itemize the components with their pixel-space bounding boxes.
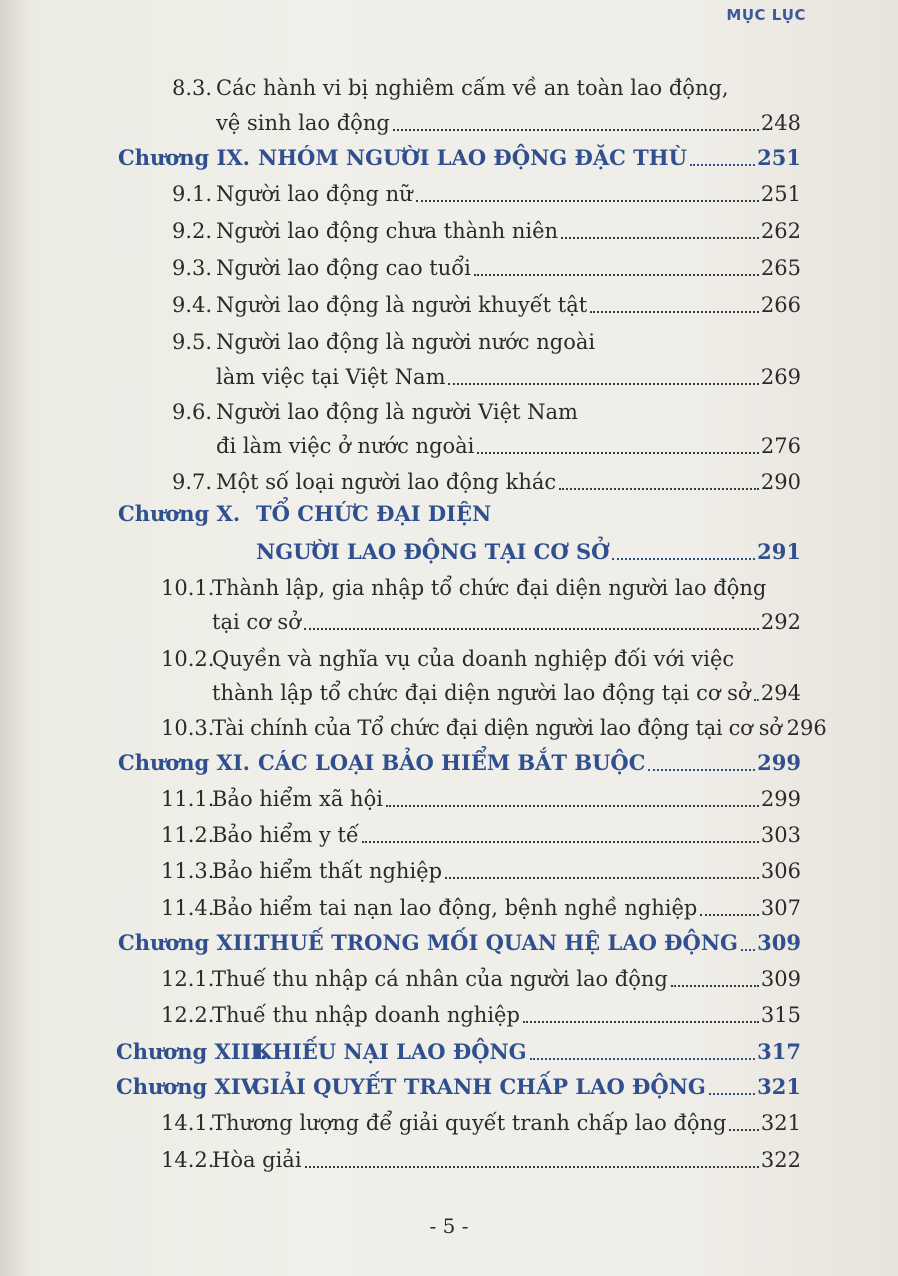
toc-entry-10-1-line2 bbox=[212, 606, 801, 636]
entry-number: 14.2. bbox=[161, 1148, 215, 1172]
entry-title: Một số loại người lao động khác bbox=[216, 470, 557, 494]
entry-title: Hòa giải bbox=[212, 1148, 302, 1172]
toc-entry-9-2 bbox=[172, 215, 801, 245]
toc-chapter-ix bbox=[118, 142, 801, 172]
entry-number: 12.2. bbox=[161, 1003, 215, 1027]
toc-entry-8-3-line2 bbox=[216, 107, 801, 137]
chapter-title: THUẾ TRONG MỐI QUAN HỆ LAO ĐỘNG bbox=[254, 930, 738, 955]
running-header: MỤC LỤC bbox=[726, 6, 806, 24]
dot-leader bbox=[671, 983, 759, 987]
page-number: 321 bbox=[757, 1074, 801, 1099]
entry-number: 12.1. bbox=[161, 967, 215, 991]
entry-title: đi làm việc ở nước ngoài bbox=[216, 434, 475, 458]
page-number: 306 bbox=[760, 859, 801, 883]
toc-entry-10-2-line2 bbox=[212, 677, 801, 707]
page-number: 276 bbox=[760, 434, 801, 458]
toc-chapter-xi bbox=[118, 747, 801, 777]
entry-number: 14.1. bbox=[161, 1111, 215, 1135]
entry-number: 10.1. bbox=[161, 576, 215, 600]
toc-entry-9-5-line1 bbox=[172, 326, 596, 356]
entry-title: Thương lượng để giải quyết tranh chấp lao động bbox=[212, 1111, 727, 1135]
toc-entry-14-1 bbox=[161, 1107, 801, 1137]
dot-leader bbox=[362, 839, 759, 843]
dot-leader bbox=[709, 1091, 755, 1095]
entry-title: vệ sinh lao động bbox=[216, 111, 390, 135]
entry-number: 11.4. bbox=[161, 896, 215, 920]
entry-title: Bảo hiểm thất nghiệp bbox=[212, 859, 443, 883]
page-number: 248 bbox=[760, 111, 801, 135]
toc-entry-9-3 bbox=[172, 252, 801, 282]
entry-number: 10.2. bbox=[161, 647, 215, 671]
entry-title: Người lao động cao tuổi bbox=[216, 256, 471, 280]
toc-entry-11-3 bbox=[161, 855, 801, 885]
entry-number: 11.1. bbox=[161, 787, 215, 811]
dot-leader bbox=[304, 626, 759, 630]
toc-chapter-xiv bbox=[116, 1071, 801, 1101]
entry-number: 9.7. bbox=[172, 470, 213, 494]
entry-title: làm việc tại Việt Nam bbox=[216, 365, 446, 389]
toc-entry-12-1 bbox=[161, 963, 801, 993]
page-number: 317 bbox=[757, 1039, 801, 1064]
entry-number: 9.1. bbox=[172, 182, 213, 206]
dot-leader bbox=[393, 127, 759, 131]
dot-leader bbox=[561, 235, 759, 239]
dot-leader bbox=[445, 875, 759, 879]
entry-title: Người lao động nữ bbox=[216, 182, 413, 206]
toc-entry-12-2 bbox=[161, 999, 801, 1029]
toc-entry-9-1 bbox=[172, 178, 801, 208]
entry-title: Quyền và nghĩa vụ của doanh nghiệp đối với việc bbox=[212, 647, 735, 671]
toc-entry-9-5-line2 bbox=[216, 361, 801, 391]
entry-title: Người lao động là người Việt Nam bbox=[216, 400, 578, 424]
page-number: 292 bbox=[760, 610, 801, 634]
dot-leader bbox=[559, 486, 759, 490]
toc-chapter-xii bbox=[118, 927, 801, 957]
entry-title: Các hành vi bị nghiêm cấm về an toàn lao động, bbox=[216, 76, 729, 100]
toc-entry-10-3 bbox=[161, 712, 827, 742]
page-binding bbox=[0, 0, 26, 1276]
dot-leader bbox=[448, 381, 758, 385]
toc-entry-9-4 bbox=[172, 289, 801, 319]
toc-entry-10-2-line1 bbox=[161, 643, 735, 673]
toc-chapter-x-line2 bbox=[256, 536, 801, 566]
page-number: 299 bbox=[760, 787, 801, 811]
toc-entry-9-7 bbox=[172, 466, 801, 496]
entry-title: Thuế thu nhập cá nhân của người lao động bbox=[212, 967, 668, 991]
entry-number: 9.3. bbox=[172, 256, 213, 280]
toc-entry-8-3-line1 bbox=[172, 72, 729, 102]
chapter-title: TỔ CHỨC ĐẠI DIỆN bbox=[256, 501, 492, 526]
dot-leader bbox=[590, 309, 759, 313]
toc-chapter-x-line1 bbox=[118, 498, 492, 528]
dot-leader bbox=[386, 803, 759, 807]
toc-entry-11-2 bbox=[161, 819, 801, 849]
dot-leader bbox=[477, 450, 759, 454]
page-number: 262 bbox=[760, 219, 801, 243]
page-number: 294 bbox=[760, 681, 801, 705]
entry-title: Bảo hiểm y tế bbox=[212, 823, 359, 847]
entry-number: 8.3. bbox=[172, 76, 213, 100]
toc-chapter-xiii bbox=[116, 1036, 801, 1066]
dot-leader bbox=[474, 272, 759, 276]
dot-leader bbox=[305, 1164, 759, 1168]
page-number: 290 bbox=[760, 470, 801, 494]
dot-leader bbox=[690, 162, 755, 166]
entry-title: tại cơ sở bbox=[212, 610, 301, 634]
page-number: 269 bbox=[760, 365, 801, 389]
page-number: 251 bbox=[760, 182, 801, 206]
dot-leader bbox=[729, 1127, 758, 1131]
dot-leader bbox=[700, 912, 759, 916]
entry-number: 9.6. bbox=[172, 400, 213, 424]
page-number: 315 bbox=[760, 1003, 801, 1027]
chapter-title: GIẢI QUYẾT TRANH CHẤP LAO ĐỘNG bbox=[252, 1074, 706, 1099]
entry-title: Bảo hiểm xã hội bbox=[212, 787, 383, 811]
dot-leader bbox=[648, 767, 755, 771]
entry-number: 9.5. bbox=[172, 330, 213, 354]
entry-title: Bảo hiểm tai nạn lao động, bệnh nghề nghiệp bbox=[212, 896, 698, 920]
entry-title: Người lao động là người khuyết tật bbox=[216, 293, 588, 317]
chapter-label: Chương XIV. bbox=[116, 1074, 261, 1099]
chapter-label: Chương XIII. bbox=[116, 1039, 268, 1064]
page-number: 266 bbox=[760, 293, 801, 317]
chapter-label: Chương XI. bbox=[118, 750, 250, 775]
entry-title: Thuế thu nhập doanh nghiệp bbox=[212, 1003, 520, 1027]
entry-number: 11.2. bbox=[161, 823, 215, 847]
page-number: 296 bbox=[786, 716, 827, 740]
page-number: 251 bbox=[757, 145, 801, 170]
page-number: 265 bbox=[760, 256, 801, 280]
page-number: 299 bbox=[757, 750, 801, 775]
chapter-label: Chương XII. bbox=[118, 930, 260, 955]
entry-title: Tài chính của Tổ chức đại diện người lao động tại cơ sở bbox=[212, 716, 782, 740]
page-number: 291 bbox=[757, 539, 801, 564]
toc-entry-9-6-line2 bbox=[216, 430, 801, 460]
dot-leader bbox=[416, 198, 759, 202]
chapter-label: Chương IX. bbox=[118, 145, 250, 170]
entry-number: 9.2. bbox=[172, 219, 213, 243]
page-number: 307 bbox=[760, 896, 801, 920]
toc-entry-11-4 bbox=[161, 892, 801, 922]
dot-leader bbox=[612, 556, 755, 560]
chapter-title: NGƯỜI LAO ĐỘNG TẠI CƠ SỞ bbox=[256, 539, 610, 564]
page-number: 322 bbox=[760, 1148, 801, 1172]
page-number: 303 bbox=[760, 823, 801, 847]
toc-entry-11-1 bbox=[161, 783, 801, 813]
chapter-title: CÁC LOẠI BẢO HIỂM BẮT BUỘC bbox=[258, 750, 646, 775]
toc-entry-10-1-line1 bbox=[161, 572, 767, 602]
entry-title: Người lao động chưa thành niên bbox=[216, 219, 559, 243]
dot-leader bbox=[530, 1056, 756, 1060]
entry-number: 11.3. bbox=[161, 859, 215, 883]
entry-title: thành lập tổ chức đại diện người lao động tại cơ sở bbox=[212, 681, 751, 705]
dot-leader bbox=[523, 1019, 759, 1023]
page-number: 321 bbox=[760, 1111, 801, 1135]
chapter-title: NHÓM NGƯỜI LAO ĐỘNG ĐẶC THÙ bbox=[258, 145, 687, 170]
entry-title: Thành lập, gia nhập tổ chức đại diện người lao động bbox=[212, 576, 767, 600]
dot-leader bbox=[741, 947, 755, 951]
page-number: 309 bbox=[760, 967, 801, 991]
chapter-title: KHIẾU NẠI LAO ĐỘNG bbox=[254, 1039, 527, 1064]
entry-number: 9.4. bbox=[172, 293, 213, 317]
toc-entry-9-6-line1 bbox=[172, 396, 578, 426]
page-number: 309 bbox=[757, 930, 801, 955]
page-footer-number: - 5 - bbox=[429, 1214, 469, 1238]
dot-leader bbox=[754, 697, 759, 701]
toc-entry-14-2 bbox=[161, 1144, 801, 1174]
chapter-label: Chương X. bbox=[118, 501, 241, 526]
entry-number: 10.3. bbox=[161, 716, 215, 740]
entry-title: Người lao động là người nước ngoài bbox=[216, 330, 596, 354]
